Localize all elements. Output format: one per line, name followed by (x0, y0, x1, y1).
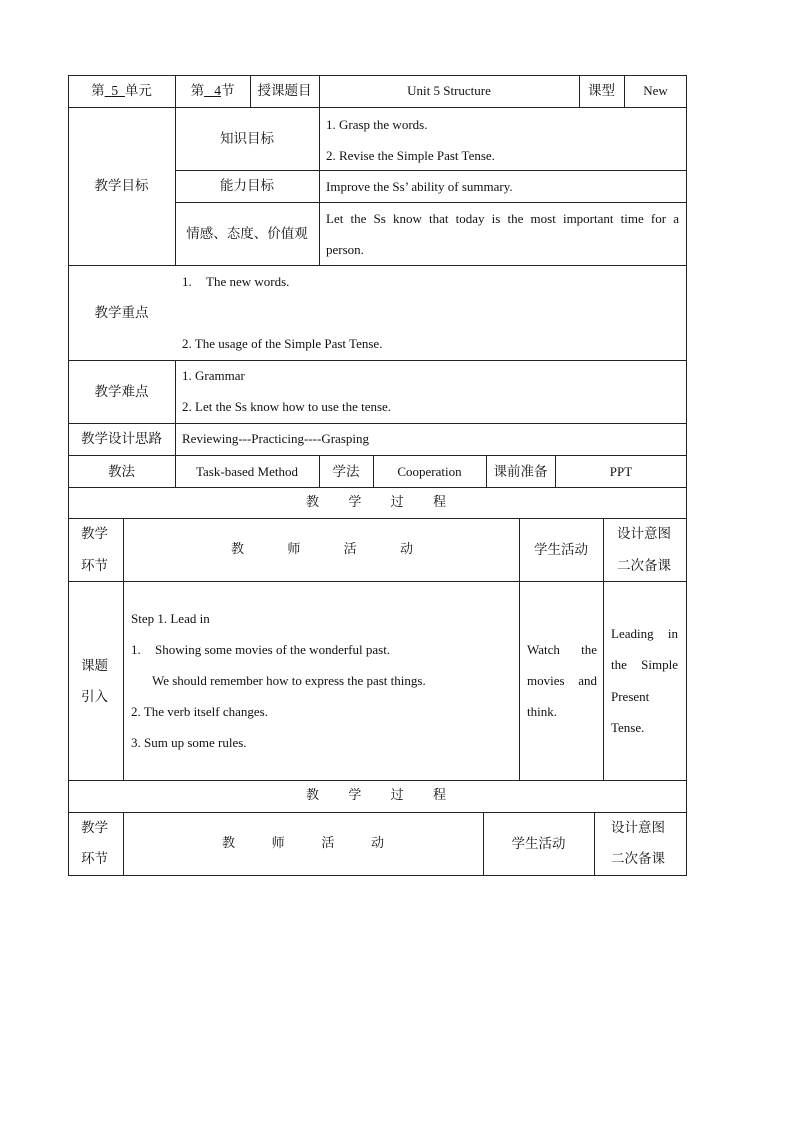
process-title-char: 学 (348, 788, 362, 803)
design-value: Reviewing---Practicing----Grasping (182, 431, 369, 446)
unit-cell (68, 75, 175, 107)
design-intent-line1 (611, 624, 678, 644)
teacher-activity-header (231, 540, 413, 560)
design-intent-header-line1: 设计意图 (617, 526, 671, 542)
student-activity-header: 学生活动 (511, 836, 566, 852)
process-title-char: 教 (306, 495, 320, 510)
lead-in-item-1-number: 1. (131, 642, 141, 657)
row-divider (68, 581, 687, 582)
student-activity-line1 (527, 640, 597, 660)
header-char: 活 (321, 836, 335, 851)
design-intent-line3: Present (611, 689, 650, 704)
header-char: 动 (370, 836, 384, 851)
type-label: 课型 (588, 83, 615, 99)
intent-word: Simple (641, 657, 678, 672)
stage-header-line1: 教学 (81, 820, 108, 836)
design-intent-header-line1: 设计意图 (611, 820, 665, 836)
design-intent-header-line2: 二次备课 (617, 558, 671, 574)
type-value: New (643, 83, 668, 98)
stage-header-line2: 环节 (81, 851, 108, 867)
lead-in-item-2: 2. The verb itself changes. (131, 704, 268, 719)
section-number: 4 (214, 83, 221, 98)
emotion-text-line1: Let the Ss know that today is the most important time for a (326, 211, 679, 226)
col-divider (594, 812, 595, 876)
student-activity-header: 学生活动 (534, 541, 588, 558)
intent-word: in (667, 626, 678, 641)
key-points-label: 教学重点 (94, 304, 149, 321)
topic-value: Unit 5 Structure (407, 83, 491, 98)
process-title-2 (306, 786, 446, 806)
header-char: 教 (222, 836, 236, 851)
objectives-label: 教学目标 (94, 178, 149, 194)
lead-in-stage-line1: 课题 (81, 658, 108, 674)
process-title-char: 过 (390, 495, 404, 510)
topic-label: 授课题目 (257, 83, 312, 99)
learn-method-label: 学法 (332, 463, 360, 480)
student-word: movies (527, 673, 565, 688)
student-word: and (578, 673, 597, 688)
student-activity-line2 (527, 671, 597, 691)
teach-method-label: 教法 (108, 463, 135, 480)
lead-in-item-3: 3. Sum up some rules. (131, 735, 247, 750)
header-char: 活 (343, 542, 357, 557)
student-word: Watch (527, 642, 560, 657)
unit-suffix: 单元 (124, 83, 152, 99)
student-activity-line3: think. (527, 704, 557, 719)
design-label: 教学设计思路 (81, 431, 162, 447)
knowledge-label: 知识目标 (220, 130, 274, 147)
section-prefix: 第 (190, 83, 205, 99)
intent-word: Leading (611, 626, 654, 641)
lead-in-item-1-text: Showing some movies of the wonderful past. (155, 642, 391, 657)
key-point-1-text: The new words. (206, 274, 290, 289)
section-cell (175, 75, 250, 107)
stage-header-line1: 教学 (81, 526, 108, 542)
difficulties-label: 教学难点 (94, 383, 149, 400)
unit-prefix: 第 (91, 83, 105, 99)
key-point-1-number: 1. (182, 274, 192, 289)
design-intent-line4: Tense. (611, 720, 645, 735)
col-divider (603, 518, 604, 781)
knowledge-item-2: 2. Revise the Simple Past Tense. (326, 148, 495, 163)
learn-method-value: Cooperation (397, 463, 462, 479)
intent-word: the (611, 657, 627, 672)
process-title-char: 学 (348, 495, 362, 510)
col-divider (123, 812, 124, 876)
process-title-char: 程 (432, 788, 446, 803)
stage-header-line2: 环节 (81, 558, 108, 574)
lead-in-stage-line2: 引入 (81, 689, 108, 705)
teach-method-value: Task-based Method (196, 463, 298, 479)
ability-text: Improve the Ss’ ability of summary. (326, 179, 513, 194)
step-title: Step 1. Lead in (131, 611, 210, 626)
key-point-2: 2. The usage of the Simple Past Tense. (182, 336, 383, 351)
unit-number: 5 (111, 83, 119, 98)
ability-label: 能力目标 (220, 178, 274, 194)
teacher-activity-header (222, 834, 384, 854)
process-title-char: 程 (432, 495, 446, 510)
design-intent-line2 (611, 655, 678, 675)
design-intent-header-line2: 二次备课 (611, 851, 665, 867)
col-divider (175, 360, 176, 456)
emotion-text-line2: person. (326, 242, 364, 257)
process-title (306, 493, 446, 513)
difficulty-2: 2. Let the Ss know how to use the tense. (182, 399, 392, 414)
emotion-label: 情感、态度、价值观 (186, 225, 308, 242)
lead-in-item-1-detail: We should remember how to express the past things. (152, 673, 426, 688)
process-title-char: 教 (306, 788, 320, 803)
prep-label: 课前准备 (493, 463, 548, 480)
knowledge-item-1: 1. Grasp the words. (326, 117, 428, 132)
process-title-char: 过 (390, 788, 404, 803)
student-word: the (581, 642, 597, 657)
section-suffix: 节 (220, 83, 235, 99)
col-divider (123, 518, 124, 781)
header-char: 动 (399, 542, 413, 557)
difficulty-1: 1. Grammar (182, 368, 245, 383)
header-char: 师 (287, 542, 301, 557)
prep-value: PPT (609, 463, 633, 479)
header-char: 教 (231, 542, 245, 557)
header-char: 师 (271, 836, 285, 851)
